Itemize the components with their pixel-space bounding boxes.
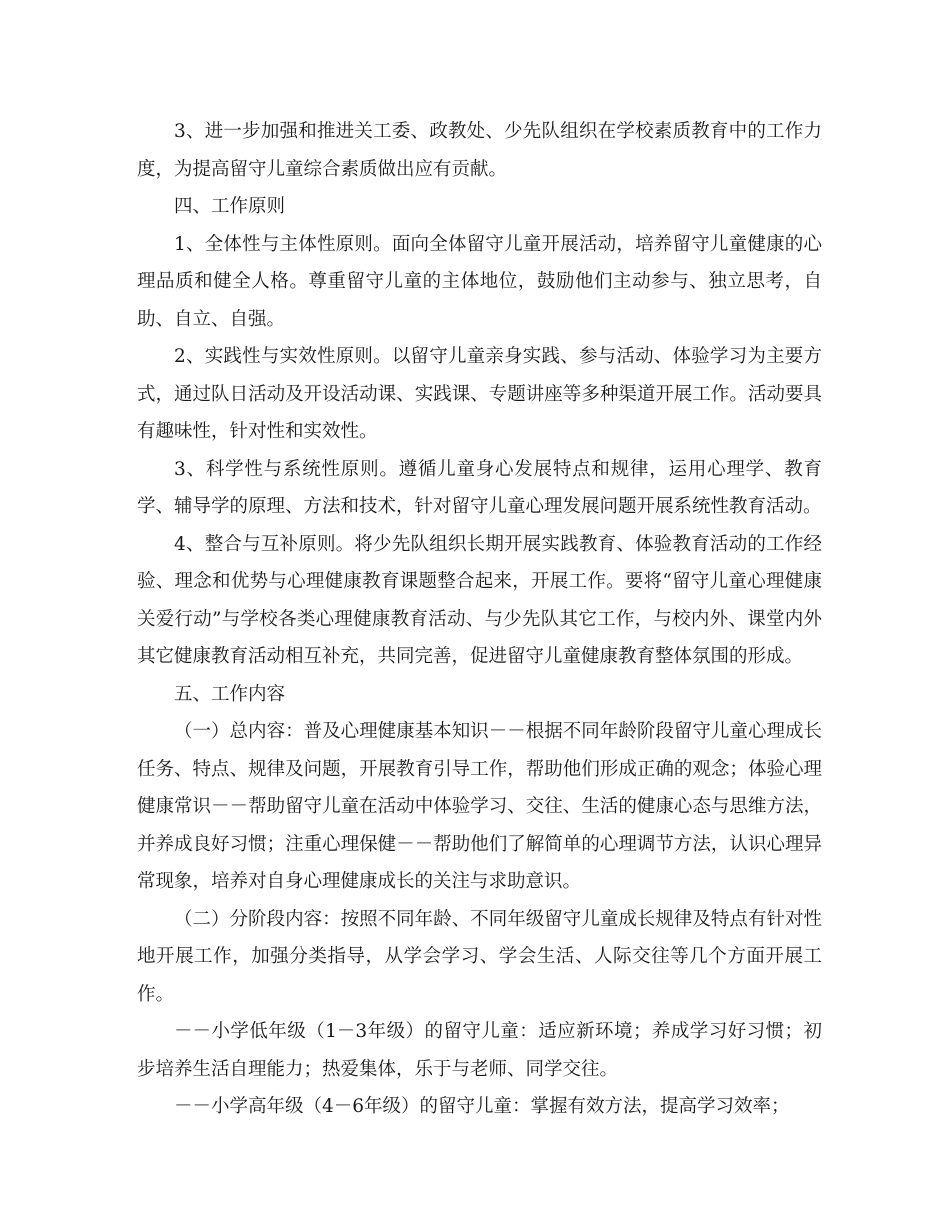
paragraph-principle-3-goal: 3、进一步加强和推进关工委、政教处、少先队组织在学校素质教育中的工作力度，为提高留守儿童综合素质做出应有贡献。 [137,121,822,180]
paragraph-principle-2: 2、实践性与实效性原则。以留守儿童亲身实践、参与活动、体验学习为主要方式，通过队日活动及开设活动课、实践课、专题讲座等多种渠道开展工作。活动要具有趣味性，针对性和实效性。 [137,346,822,442]
paragraph-principle-3: 3、科学性与系统性原则。遵循儿童身心发展特点和规律，运用心理学、教育学、辅导学的原理、方法和技术，针对留守儿童心理发展问题开展系统性教育活动。 [137,458,822,517]
paragraph-upper-grades: －－小学高年级（4－6年级）的留守儿童：掌握有效方法，提高学习效率； [174,1096,790,1117]
paragraph-principle-1: 1、全体性与主体性原则。面向全体留守儿童开展活动，培养留守儿童健康的心理品质和健全人格。尊重留守儿童的主体地位，鼓励他们主动参与、独立思考，自助、自立、自强。 [137,233,822,330]
paragraph-staged-content: （二）分阶段内容：按照不同年龄、不同年级留守儿童成长规律及特点有针对性地开展工作，加强分类指导，从学会学习、学会生活、人际交往等几个方面开展工作。 [137,908,822,1005]
paragraph-general-content: （一）总内容：普及心理健康基本知识－－根据不同年龄阶段留守儿童心理成长任务、特点、规律及问题，开展教育引导工作，帮助他们形成正确的观念；体验心理健康常识－－帮助留守儿童在活动中体验学习、交往、生活的健康心态与思维方法，并养成良好习惯；注重心理保健－－帮助他们了解简单的心理调节方法，认识心理异常现象，培养对自身心理健康成长的关注与求助意识。 [137,721,822,892]
document-body [137,113,822,1126]
paragraph-lower-grades: －－小学低年级（1－3年级）的留守儿童：适应新环境；养成学习好习惯；初步培养生活自理能力；热爱集体，乐于与老师、同学交往。 [137,1021,822,1080]
paragraph-principle-4: 4、整合与互补原则。将少先队组织长期开展实践教育、体验教育活动的工作经验、理念和优势与心理健康教育课题整合起来，开展工作。要将“留守儿童心理健康关爱行动”与学校各类心理健康教育活动、与少先队其它工作，与校内外、课堂内外其它健康教育活动相互补充，共同完善，促进留守儿童健康教育整体氛围的形成。 [137,533,822,667]
section-heading-work-principles: 四、工作原则 [174,196,286,217]
section-heading-work-content: 五、工作内容 [174,683,286,705]
